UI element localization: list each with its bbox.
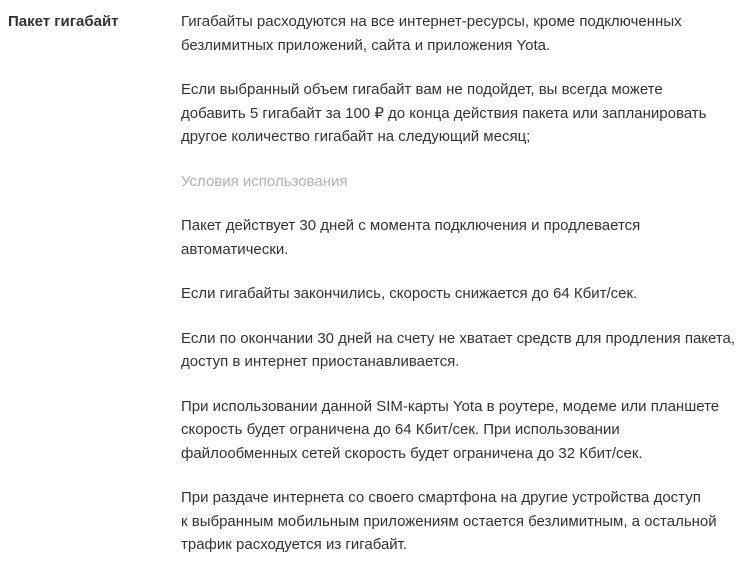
text-line: При использовании данной SIM-карты Yota в роутере, модеме или планшете bbox=[181, 397, 720, 415]
text-line: Гигабайты расходуются на все интернет-ресурсы, кроме подключенных bbox=[181, 13, 682, 30]
paragraph-tethering bbox=[181, 486, 735, 557]
text-line: скорость будет ограничена до 64 Кбит/сек. При использовании bbox=[181, 421, 620, 438]
text-line: Пакет действует 30 дней с момента подключения и продлевается bbox=[181, 217, 641, 234]
paragraph-add-gigabytes bbox=[181, 78, 735, 149]
subheading-terms-of-use: Условия использования bbox=[181, 172, 348, 190]
text-line: трафик расходуется из гигабайт. bbox=[181, 536, 408, 553]
text-line: автоматически. bbox=[181, 240, 289, 258]
text-line: Если выбранный объем гигабайт вам не подойдет, вы всегда можете bbox=[181, 81, 663, 98]
paragraph-gigabytes-usage bbox=[181, 10, 735, 57]
paragraph-insufficient-funds bbox=[181, 327, 735, 374]
text-line: Если по окончании 30 дней на счету не хватает средств для продления пакета, bbox=[181, 329, 736, 347]
text-line: добавить 5 гигабайт за 100 ₽ до конца действия пакета или запланировать bbox=[181, 104, 707, 122]
paragraph-package-duration bbox=[181, 214, 735, 261]
section-label-column bbox=[8, 10, 181, 34]
text-line: доступ в интернет приостанавливается. bbox=[181, 353, 460, 370]
text-line: к выбранным мобильным приложениям остается безлимитным, а остальной bbox=[181, 512, 717, 530]
text-line: При раздаче интернета со своего смартфона на другие устройства доступ bbox=[181, 489, 701, 506]
text-line: другое количество гигабайт на следующий месяц; bbox=[181, 128, 531, 145]
paragraph-speed-reduction bbox=[181, 282, 735, 306]
paragraph-sim-card-limits bbox=[181, 395, 735, 466]
section-content-column bbox=[181, 10, 735, 557]
text-line: безлимитных приложений, сайта и приложения Yota. bbox=[181, 36, 551, 54]
section-title: Пакет гигабайт bbox=[8, 13, 119, 30]
text-line: файлообменных сетей скорость будет ограничена до 32 Кбит/сек. bbox=[181, 444, 643, 462]
text-line: Если гигабайты закончились, скорость снижается до 64 Кбит/сек. bbox=[181, 285, 638, 302]
